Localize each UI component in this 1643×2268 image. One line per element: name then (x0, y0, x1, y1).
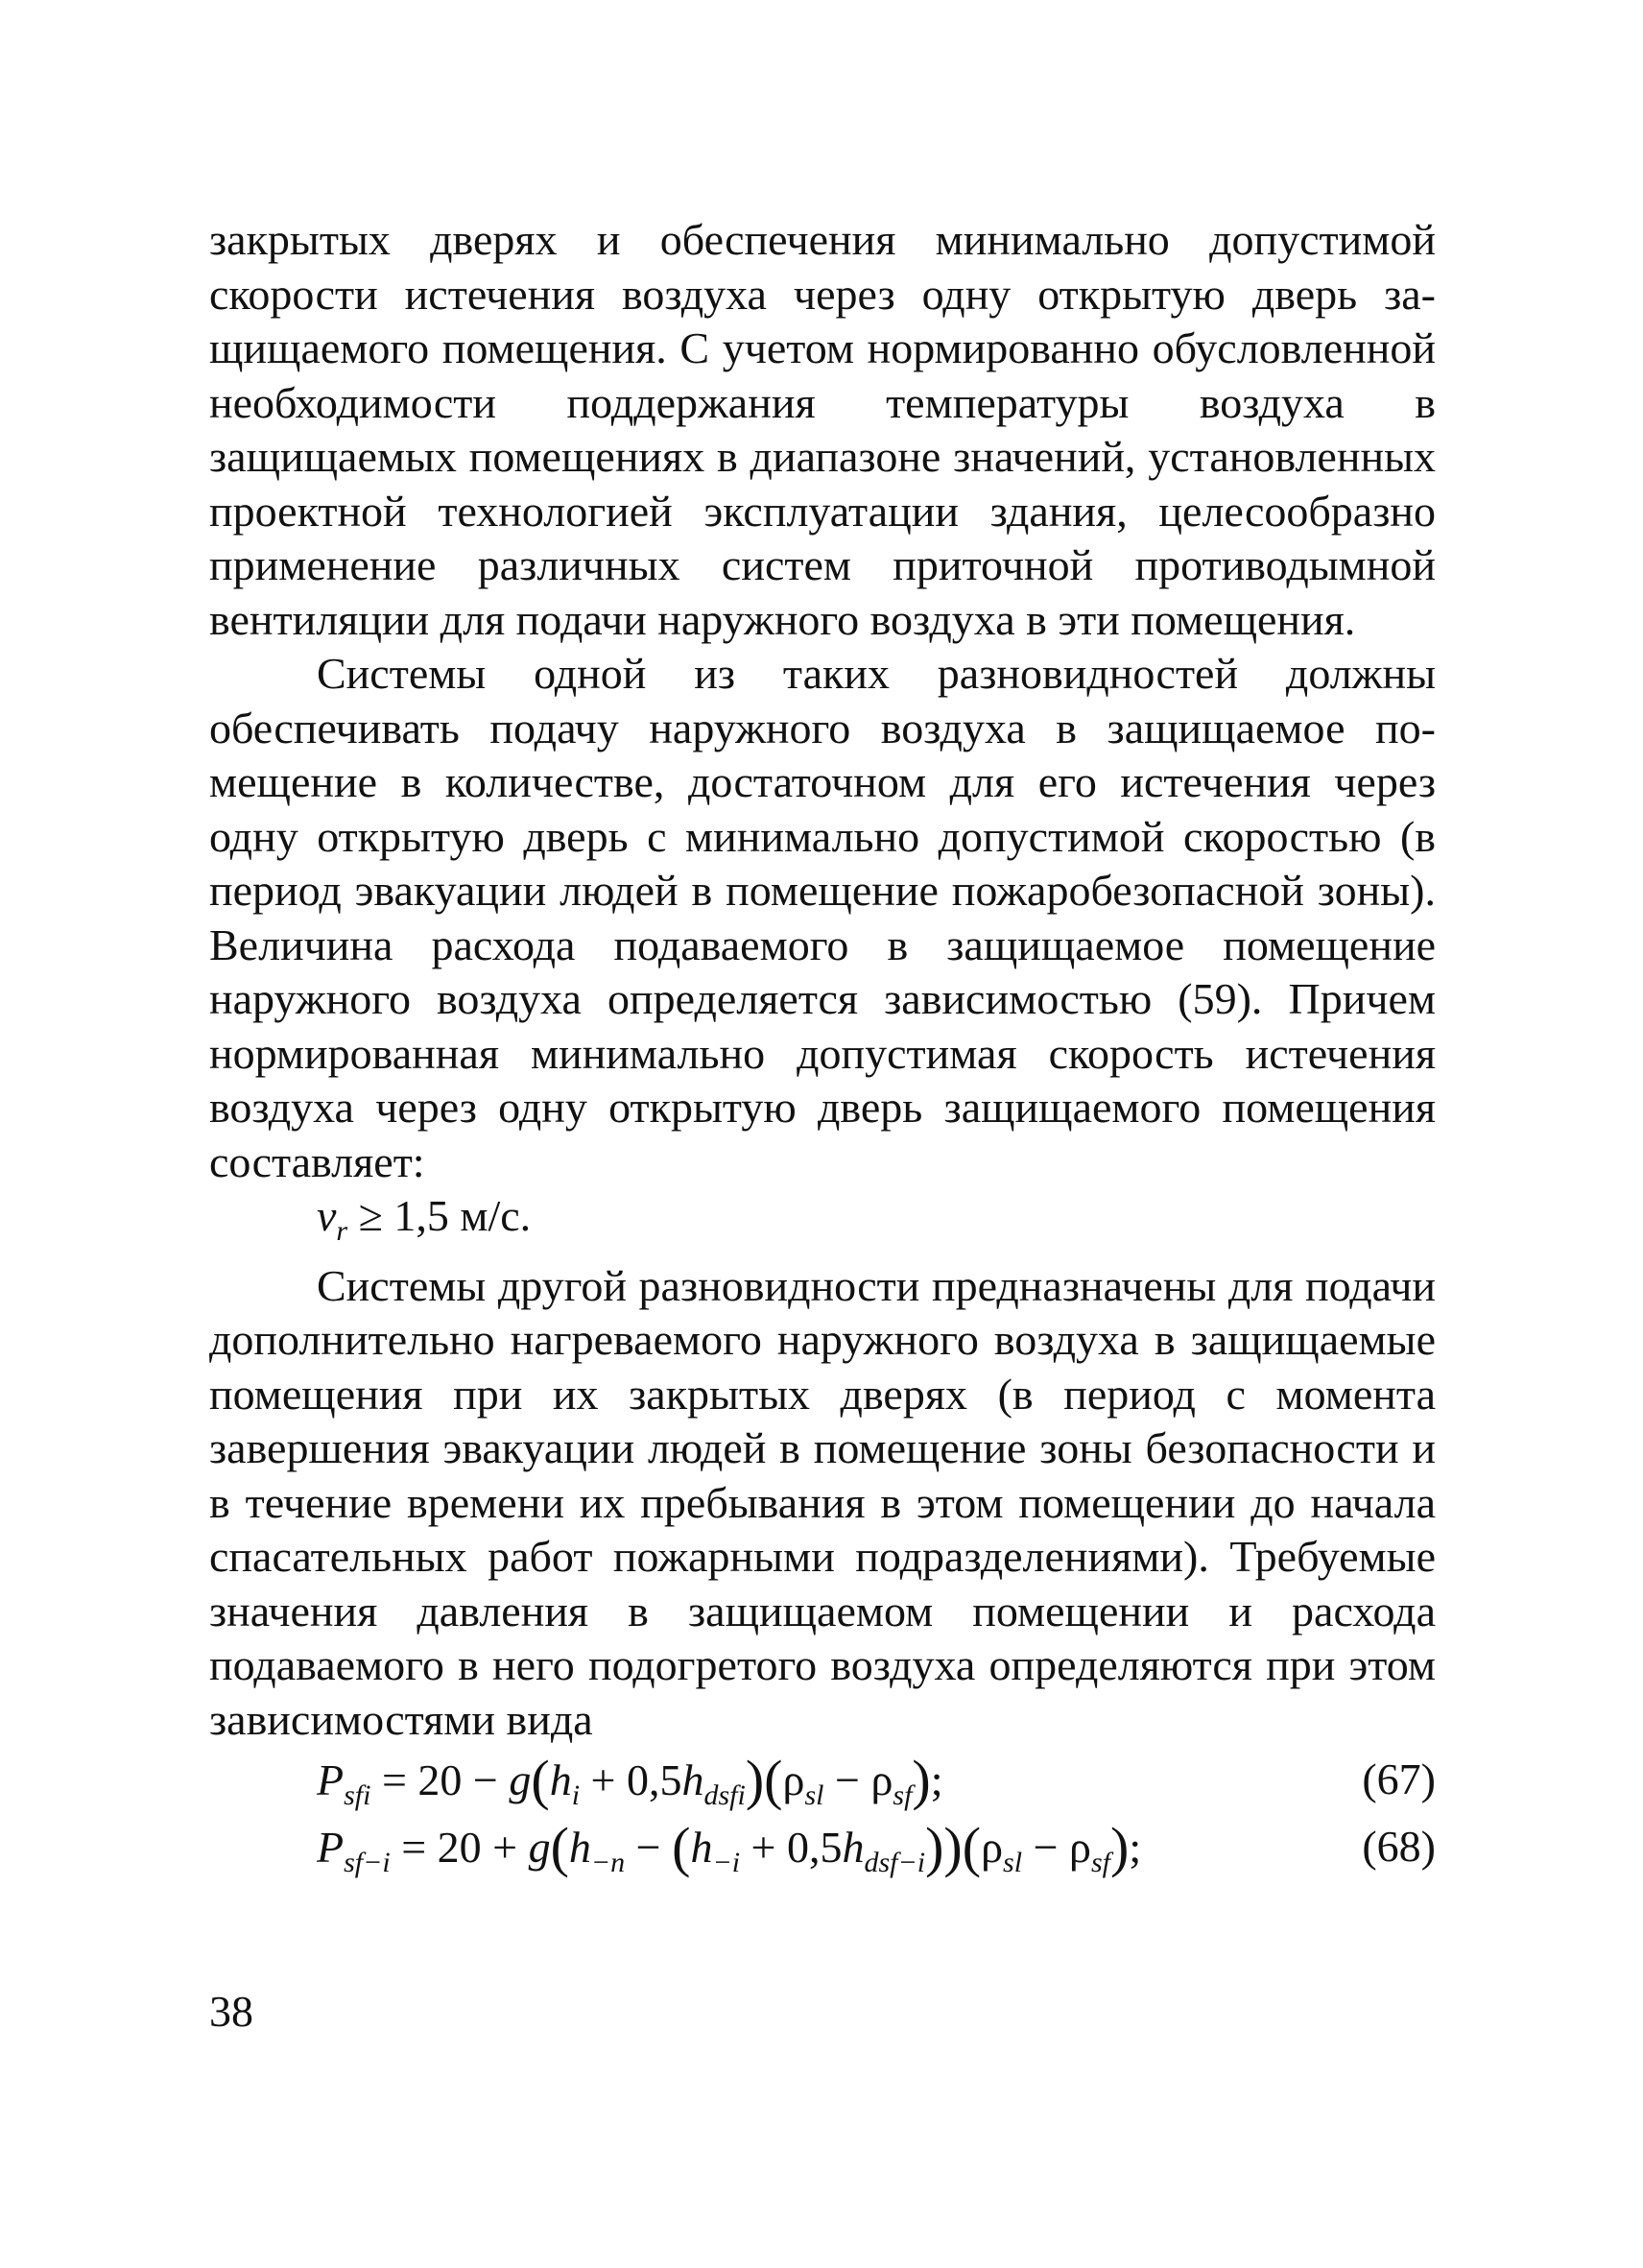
eq68-rho1: ρ (981, 1823, 1004, 1872)
eq68-open2: ( (962, 1816, 982, 1878)
velocity-formula (209, 1189, 1436, 1259)
paragraph-1: закрытых дверях и обеспечения минимально допустимой скорости истечения воздуха через одну открытую дверь защищаемого помещения. С учетом нормированно обусловленной необходимости поддержания температуры воздуха в защищаемых помещениях в диапазоне значений, установленных проектной технологией эксплуатации здания, целесообразно применение различных систем приточной противодымной вентиляции для подачи наружного воздуха в эти помещения. (209, 215, 1436, 644)
eq68-rho2-sub: sf (1090, 1847, 1110, 1878)
eq68-end: ; (1129, 1823, 1142, 1872)
velocity-value: ≥ 1,5 м/с. (347, 1191, 532, 1240)
eq67-minus: − (823, 1755, 871, 1804)
eq68-p: P (317, 1823, 345, 1872)
eq68-h2: h (842, 1823, 865, 1872)
eq68-p-sub: sf−i (344, 1847, 391, 1878)
eq67-close2: ) (912, 1749, 931, 1811)
eq67-h2-sub: dsfi (703, 1779, 746, 1811)
equation-67-expression (317, 1749, 943, 1824)
eq67-h2: h (681, 1755, 704, 1804)
equation-67-number: (67) (1362, 1755, 1436, 1803)
eq67-end: ; (930, 1755, 943, 1804)
eq67-rho2: ρ (870, 1755, 893, 1804)
eq68-hb: h (690, 1823, 713, 1872)
eq67-h-sub: i (571, 1779, 581, 1811)
body-text (209, 213, 1436, 1881)
eq68-minus-a: − (625, 1823, 673, 1872)
eq68-close1: ) (943, 1816, 963, 1878)
paragraph-2: Системы одной из таких разновидностей должны обеспечивать подачу наружного воздуха в защищаемое помещение в количестве, достаточном для его истечения через одну открытую дверь с минимально допустимой скоростью (в период эвакуации людей в помещение пожаробезопасной зоны). Величина расхода подаваемого в защищаемое помещение наружного воздуха определяется зависимостью (59). Причем нормированная минимально допустимая скорость истечения воздуха через одну открытую дверь защищаемого помещения составляет: (209, 649, 1436, 1186)
equation-68-number: (68) (1362, 1822, 1436, 1871)
eq68-h: h (568, 1823, 591, 1872)
eq67-open1: ( (531, 1749, 550, 1811)
equation-67 (209, 1747, 1436, 1814)
eq68-plus: + 0,5 (740, 1823, 843, 1872)
eq67-part1: = 20 − (370, 1755, 510, 1804)
eq68-close-inner: ) (925, 1816, 944, 1878)
eq67-close1: ) (745, 1749, 765, 1811)
eq67-p: P (317, 1755, 345, 1804)
eq68-part1: = 20 + (390, 1823, 529, 1872)
eq68-open-inner: ( (672, 1816, 691, 1878)
eq67-p-sub: sfi (344, 1779, 371, 1811)
eq67-g: g (509, 1755, 532, 1804)
eq68-rho1-sub: sl (1003, 1847, 1023, 1878)
eq67-plus: + 0,5 (580, 1755, 682, 1804)
paragraph-3: Системы другой разновидности предназначены для подачи дополнительно нагреваемого наружного воздуха в защищаемые помещения при их закрытых дверях (в период с момента завершения эвакуации людей в помещение зоны безопасности и в течение времени их пребывания в этом помещении до начала спасательных работ пожарными подразделениями). Требуемые значения давления в защищаемом помещении и расхода подаваемого в него подогретого воздуха определяются при этом зависимостями вида (209, 1260, 1436, 1744)
velocity-var: v (317, 1191, 337, 1240)
eq67-h: h (549, 1755, 572, 1804)
equation-68-expression (317, 1816, 1142, 1891)
eq68-hb-sub: −i (712, 1847, 741, 1878)
eq68-g: g (528, 1823, 551, 1872)
page-number: 38 (209, 1987, 253, 2036)
eq68-h2-sub: dsf−i (864, 1847, 926, 1878)
eq67-open2: ( (764, 1749, 783, 1811)
eq68-rho2: ρ (1069, 1823, 1091, 1872)
eq67-rho2-sub: sf (893, 1779, 913, 1811)
eq67-rho1-sub: sl (804, 1779, 824, 1811)
velocity-sub: r (336, 1215, 348, 1247)
eq68-close2: ) (1110, 1816, 1130, 1878)
eq67-rho1: ρ (782, 1755, 805, 1804)
eq68-h-sub: −n (590, 1847, 626, 1878)
eq68-open1: ( (550, 1816, 569, 1878)
eq68-minus: − (1022, 1823, 1070, 1872)
equation-68 (209, 1814, 1436, 1881)
